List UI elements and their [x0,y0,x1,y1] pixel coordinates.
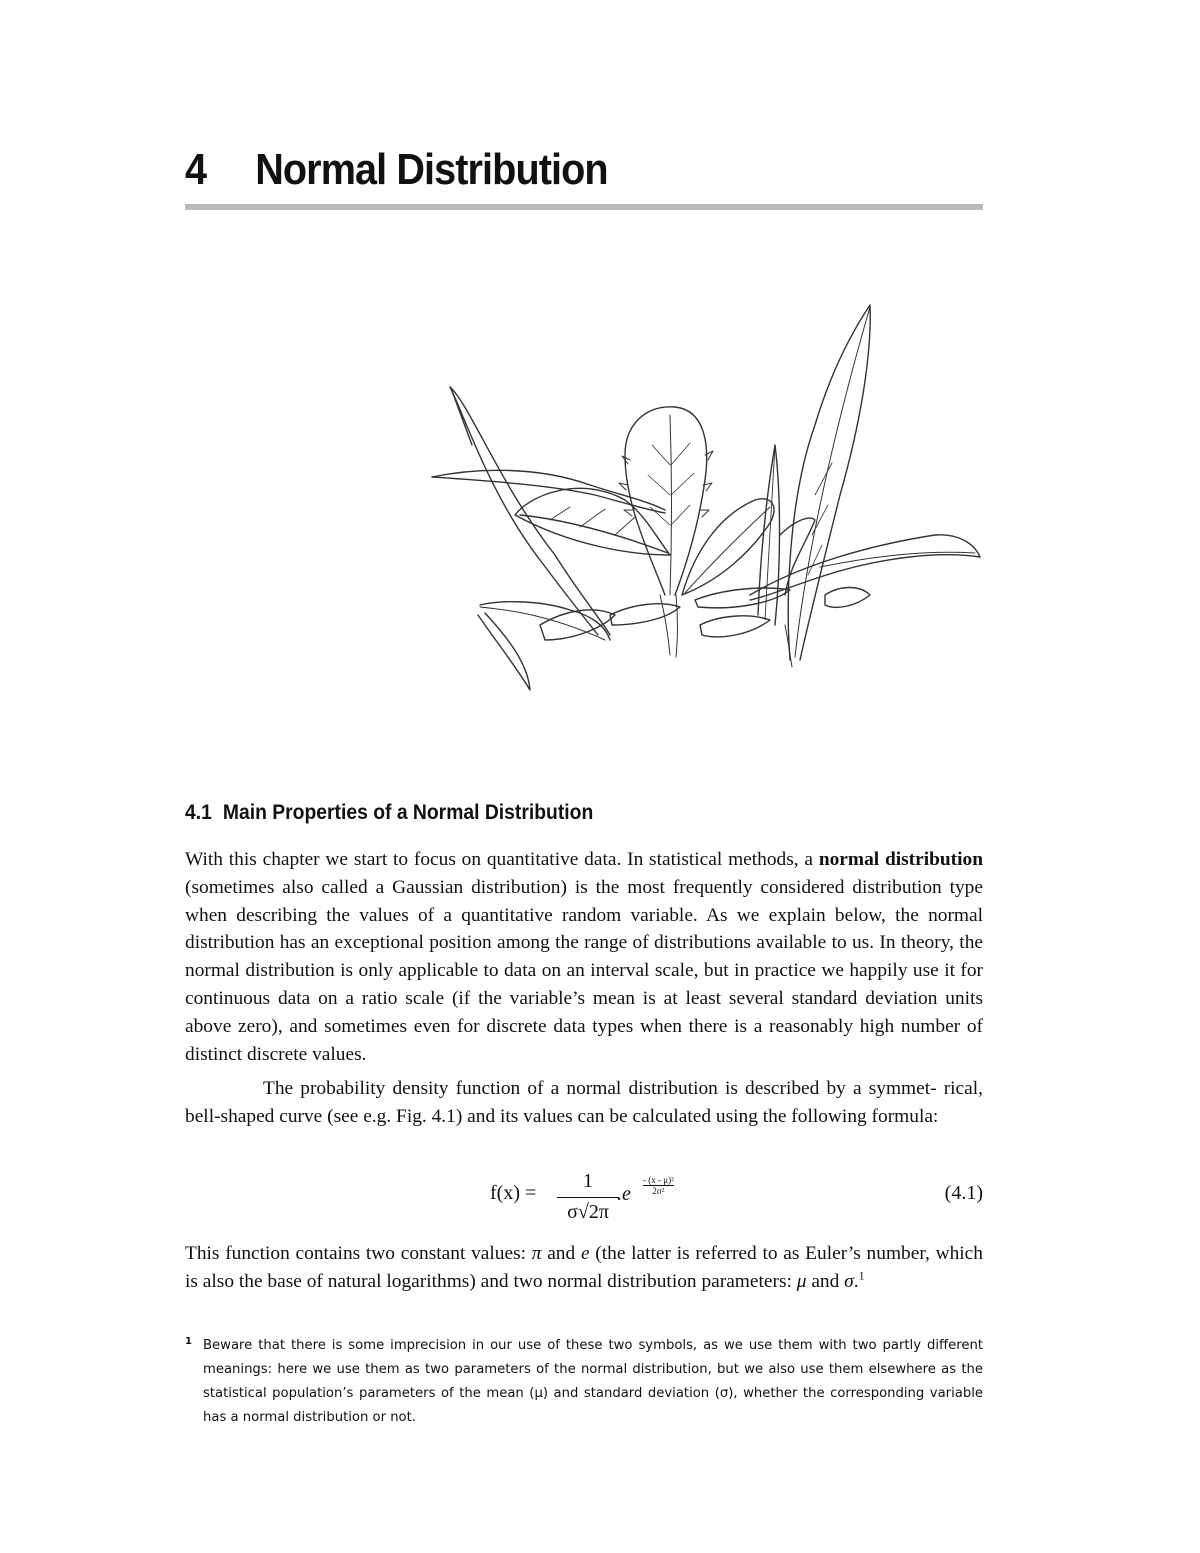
section-title [185,801,593,825]
paragraph-3-and-2: and [806,1270,845,1292]
chapter-number: 4 [185,145,207,194]
exponent-numerator: - (x - μ)² [643,1175,674,1185]
footnote-text: Beware that there is some imprecision in our use of these two symbols, as we use them with two partly different meanings: here we use them as two parameters of the normal distribution, but we also use them elsewhere as the statistical population’s parameters of the mean (μ) and standard deviation (σ), whether the corresponding variable has a normal distribution or not. [203,1338,983,1425]
paragraph-3-text-a: This function contains two constant values: [185,1243,532,1264]
equation-4-1 [185,1166,983,1230]
symbol-pi: π [531,1243,542,1264]
footnote-reference[interactable]: 1 [858,1268,865,1283]
paragraph-2 [185,1075,983,1131]
paragraph-3-and-1: and [541,1243,581,1264]
footnote-mark: 1 [185,1336,192,1347]
equation-number: (4.1) [944,1182,983,1204]
section-number: 4.1 [185,801,212,824]
footnote [185,1334,983,1430]
key-term-normal-distribution: normal distribution [818,849,983,870]
equation-exponent [643,1175,674,1196]
equation-fraction [557,1170,619,1224]
chapter-header [185,140,983,200]
section-title-text: Main Properties of a Normal Distribution [222,801,594,824]
exponent-denominator: 2σ² [652,1186,665,1196]
paragraph-2-text-b: ) and its values can be calculated using the following formula: [455,1105,939,1127]
equation-numerator: 1 [583,1170,593,1192]
paragraph-2-text-a: The probability density function of a normal distribution is described by a symmet- rical, bell-shaped curve (see e.g. Fig. [185,1078,983,1127]
paragraph-1-lead: With this chapter we start to focus on quantitative data. In statistical methods, a [185,849,819,870]
chapter-title-rule [185,204,983,210]
plant-illustration [420,295,990,695]
paragraph-3 [185,1240,983,1296]
symbol-e: e [580,1243,590,1264]
paragraph-1-rest: (sometimes also called a Gaussian distribution) is the most frequently considered distribution type when describing the values of a quantitative random variable. As we explain below, the normal distribution has an exceptional position among the range of distributions available to us. In theory, the normal distribution is only applicable to data on an interval scale, but in practice we happily use it for continuous data on a ratio scale (if the variable’s mean is at least several standard deviation units above zero), and sometimes even for discrete data types when there is a reasonably high number of distinct discrete values. [185,876,983,1065]
symbol-sigma: σ [844,1270,854,1292]
fraction-bar [557,1197,619,1198]
chapter-title-text: Normal Distribution [255,145,608,194]
chapter-title [185,140,903,200]
equation-denominator: σ√2π [567,1201,609,1223]
equation-lhs: f(x) = [490,1182,537,1204]
paragraph-1 [185,846,983,1068]
paragraph-3-text-b: (the latter is referred to as Euler’s number, which is also the base of natural logarithms) and two normal distribution parameters: [185,1243,983,1292]
symbol-mu: μ [796,1270,807,1292]
equation-dot-e: .e [617,1183,631,1205]
paragraph-3-period: . [853,1270,859,1292]
figure-reference[interactable]: 4.1 [431,1105,456,1127]
